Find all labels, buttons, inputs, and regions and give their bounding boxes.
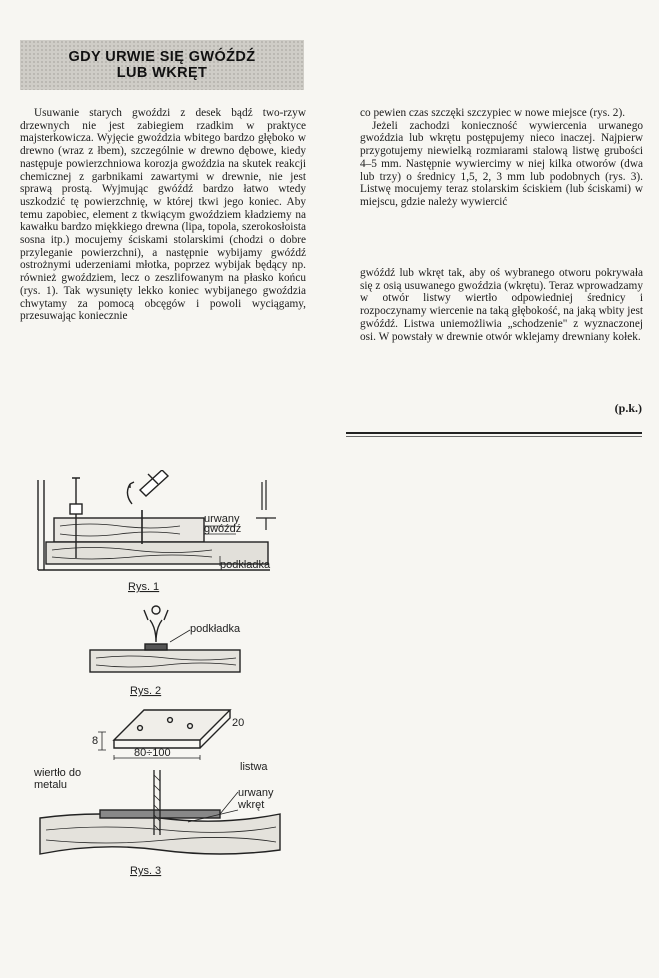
rys2-drawing xyxy=(90,606,240,672)
title-line-1: GDY URWIE SIĘ GWÓŹDŹ xyxy=(68,49,256,65)
rys3-label-drill-2: metalu xyxy=(34,779,68,791)
title-line-2: LUB WKRĘT xyxy=(116,65,208,81)
rys3-dim-width: 80÷100 xyxy=(134,747,171,759)
rys1-caption: Rys. 1 xyxy=(128,581,160,593)
rys3-label-drill: wiertło do xyxy=(34,767,82,779)
text-column-right-bottom xyxy=(360,267,643,343)
article-title xyxy=(20,40,304,90)
rys3-label-strip: listwa xyxy=(240,761,268,773)
rys3-label-nail: urwany xyxy=(238,787,274,799)
rys1-label-nail: urwany xyxy=(204,513,240,525)
rys3-dim-side: 20 xyxy=(232,717,245,729)
rys3-drawing xyxy=(40,710,280,854)
section-divider-thin xyxy=(346,436,642,437)
technical-drawings xyxy=(30,470,290,890)
rys2-caption: Rys. 2 xyxy=(130,685,162,697)
section-divider xyxy=(346,432,642,434)
paragraph-4: gwóźdź lub wkręt tak, aby oś wybranego otworu pokrywała się z osią usuwanego gwoździa (wkrętu). Teraz wprowadzamy w otwór listwy wiertło odpowiedniej średnicy i rozpoczynamy wiercenie na taką głębokość, na jaką wbity jest gwóźdź. Listwa uniemożliwia „schodzenie" z wyznaczonej osi. W powstały w drewnie otwór wklejamy drewniany kołek. xyxy=(360,267,643,343)
rys1-drawing xyxy=(38,470,276,570)
text-column-right-top xyxy=(360,107,643,209)
rys1-label-pad: podkładka xyxy=(220,559,271,571)
illustrations xyxy=(30,470,290,890)
paragraph-2: co pewien czas szczęki szczypiec w nowe miejsce (rys. 2). xyxy=(360,107,626,119)
paragraph-3: Jeżeli zachodzi konieczność wywiercenia urwanego gwoździa lub wkrętu postępujemy nieco inaczej. Najpierw przygotujemy niewielką rozmiarami stalową listwę grubości 4–5 mm. Następnie wywiercimy w niej kilka otworów (dwa lub trzy) o średnicy 1,5, 2, 3 mm lub podobnych (rys. 3). Listwę mocujemy teraz stolarskim ściskiem (lub ściskami) w miejscu, gdzie należy wywiercić xyxy=(360,119,643,208)
rys3-dim-height: 8 xyxy=(92,735,99,747)
rys1-label-nail-2: gwóźdź xyxy=(204,523,242,535)
author-signature: (p.k.) xyxy=(614,401,642,415)
rys3-caption: Rys. 3 xyxy=(130,865,162,877)
rys2-label-pad: podkładka xyxy=(190,623,241,635)
paragraph-1: Usuwanie starych gwoździ z desek bądź two-rzyw drzewnych nie jest zabiegiem rzadkim w praktyce majsterkowicza. Wyjęcie gwoździa wbitego bardzo głęboko w drewno (wraz z łbem), szczególnie w drewno dębowe, kiedy następuje powierzchniowa korozja gwoździa na skutek reakcji chemicznej z garbnikami zawartymi w drewnie, nie jest sprawą prostą. Wyjmując gwóźdź bardzo łatwo wtedy uszkodzić tę powierzchnię, w której tkwi jego koniec. Aby temu zapobiec, element z tkwiącym gwoździem kładziemy na kawałku bardzo miękkiego drewna (lipa, topola, szerokosłoista sosna itp.) mocujemy ściskami stolarskimi (chodzi o dobre przyleganie powierzchni), a następnie wybijamy gwóźdź ostrożnymi uderzeniami młotka, poprzez wybijak będący np. również gwoździem, lecz o zeszlifowanym na płasko końcu (rys. 1). Tak wysunięty lekko koniec wybijanego gwoździa chwytamy za pomocą obcęgów i powoli wyciągamy, przesuwając koniecznie xyxy=(20,107,306,323)
text-column-left xyxy=(20,107,306,323)
rys3-label-nail-2: wkręt xyxy=(238,799,265,811)
